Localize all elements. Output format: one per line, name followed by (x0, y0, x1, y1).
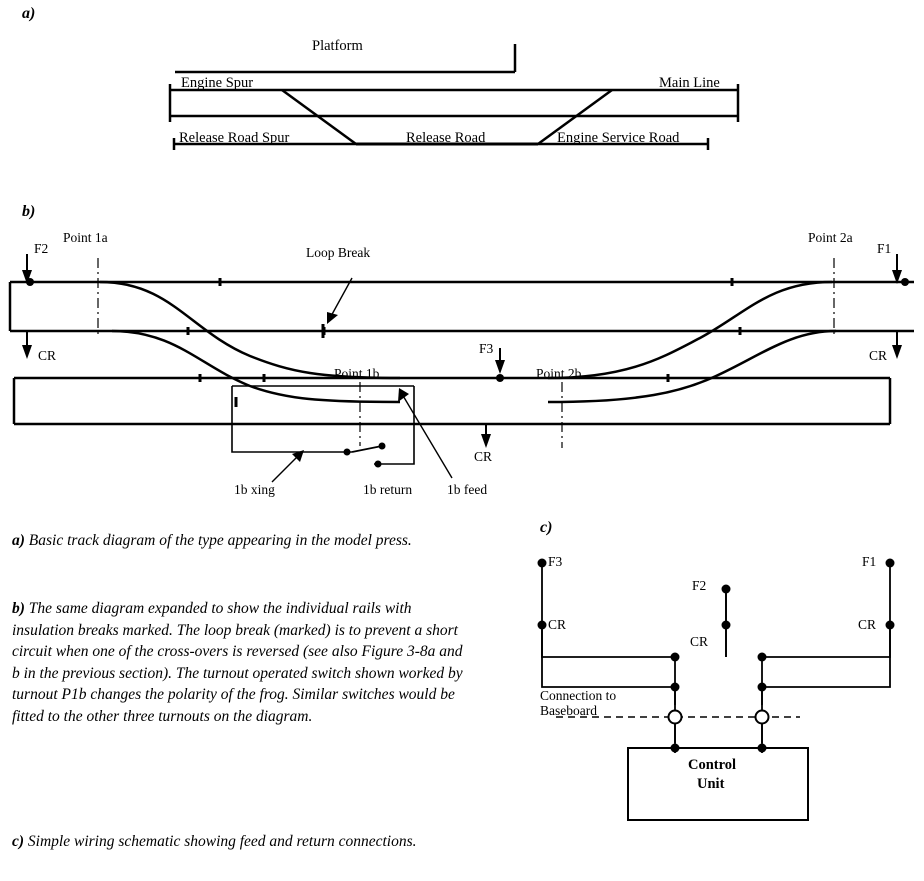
label-f1: F1 (877, 241, 892, 256)
label-release-road-spur: Release Road Spur (179, 130, 290, 146)
panel-a-label: a) (22, 5, 36, 22)
label-platform: Platform (312, 38, 363, 54)
label-1b-xing: 1b xing (234, 482, 275, 497)
caption-b-tag: b) (12, 600, 25, 617)
label-main-line: Main Line (659, 75, 720, 91)
panel-b-diagram (0, 236, 924, 501)
label-cr-mid: CR (474, 449, 493, 464)
caption-c-text: Simple wiring schematic showing feed and return connections. (27, 833, 417, 850)
label-c-f2: F2 (692, 578, 707, 593)
label-cr-left: CR (38, 348, 57, 363)
label-1b-feed: 1b feed (447, 482, 488, 497)
label-engine-service-road: Engine Service Road (557, 130, 680, 146)
label-release-road: Release Road (406, 130, 486, 146)
label-unit: Unit (697, 776, 725, 792)
label-f3: F3 (479, 341, 494, 356)
caption-a (12, 530, 462, 552)
caption-b (12, 598, 464, 727)
label-control: Control (688, 757, 737, 773)
label-point-2b: Point 2b (536, 366, 582, 381)
label-point-2a: Point 2a (808, 230, 853, 245)
label-cr-right: CR (869, 348, 888, 363)
caption-c (12, 831, 472, 853)
label-point-1b: Point 1b (334, 366, 380, 381)
label-engine-spur: Engine Spur (181, 75, 254, 91)
label-baseboard: Baseboard (540, 703, 597, 718)
caption-a-tag: a) (12, 532, 25, 549)
caption-c-tag: c) (12, 833, 25, 850)
panel-c-label: c) (540, 519, 553, 536)
label-connection-to: Connection to (540, 688, 617, 703)
panel-b-label: b) (22, 203, 36, 220)
label-1b-return: 1b return (363, 482, 413, 497)
label-c-cr-mid: CR (690, 634, 709, 649)
label-loop-break: Loop Break (306, 245, 371, 260)
label-c-cr-right: CR (858, 617, 877, 632)
caption-b-text: The same diagram expanded to show the individual rails with insulation breaks marked. The loop break (marked) is to prevent a short circuit when one of the cross-overs is reversed (see also Figure 3-8a and b in the previous section). The turnout operated switch shown worked by turnout P1b changes the polarity of the frog. Similar switches would be fitted to the other three turnouts on the diagram. (12, 600, 463, 725)
label-c-cr-left: CR (548, 617, 567, 632)
caption-a-text: Basic track diagram of the type appearing in the model press. (28, 532, 412, 549)
label-c-f1: F1 (862, 554, 877, 569)
label-point-1a: Point 1a (63, 230, 108, 245)
label-f2: F2 (34, 241, 49, 256)
label-c-f3: F3 (548, 554, 563, 569)
